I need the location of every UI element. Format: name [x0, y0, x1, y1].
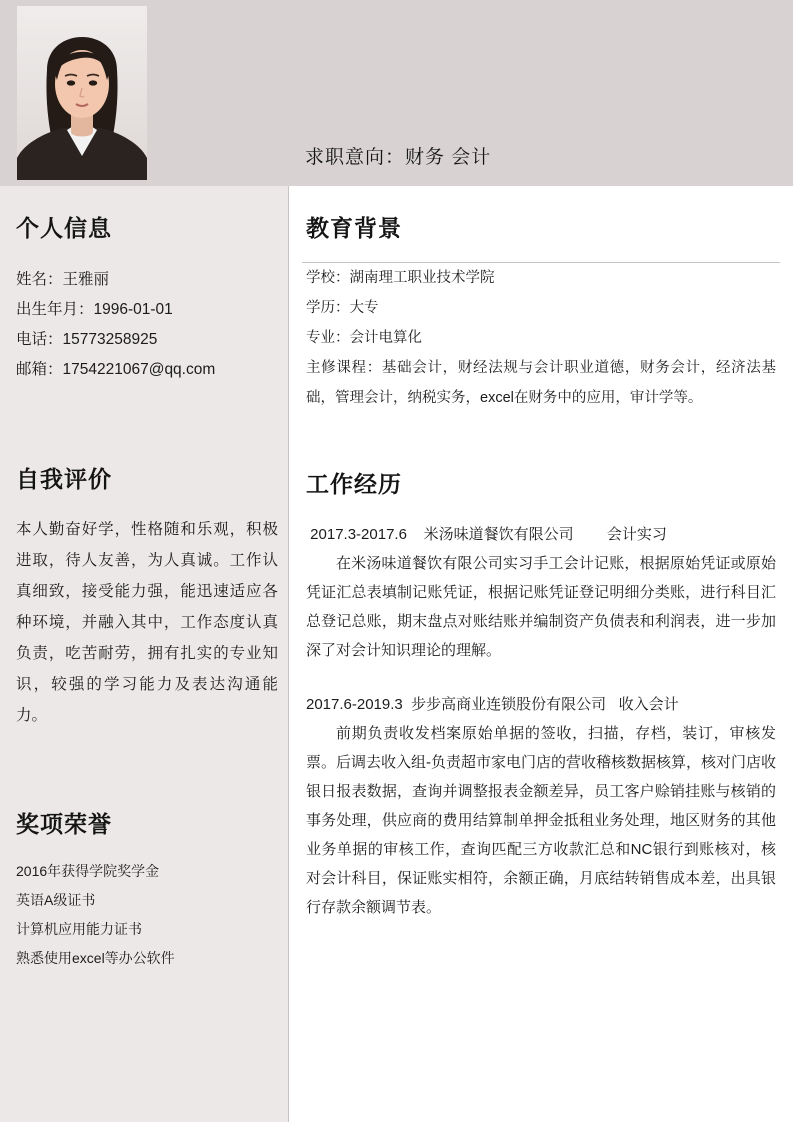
education-heading: 教育背景: [306, 215, 402, 241]
self-evaluation-text: 本人勤奋好学，性格随和乐观，积极进取，待人友善，为人真诚。工作认真细致，接受能力强，能迅速适应各种环境，并融入其中，工作态度认真负责，吃苦耐劳，拥有扎实的专业知识，较强的学习能力及表达沟通能力。: [16, 521, 278, 724]
education-degree: 学历：大专: [306, 300, 379, 316]
job-objective: 求职意向：财务 会计: [305, 147, 492, 168]
work-item-description: 前期负责收发档案原始单据的签收，扫描，存档，装订，审核发票。后调去收入组-负责超市家电门店的营收稽核数据核算，核对门店收银日报表数据，查询并调整报表金额差异，员工客户赊销挂账与核销的事务处理，供应商的费用结算制单押金抵租业务处理，地区财务的其他业务单据的审核工作，查询匹配三方收款汇总和NC银行到账核对，核对会计科目，保证账实相符，余额正确，月底结转销售成本差，出具银行存款余额调节表。: [306, 725, 776, 916]
work-item-description: 在米汤味道餐饮有限公司实习手工会计记账，根据原始凭证或原始凭证汇总表填制记账凭证，根据记账凭证登记明细分类账，进行科目汇总登记总账，期末盘点对账结账并编制资产负债表和利润表，进一步加深了对会计知识理论的理解。: [306, 555, 776, 659]
awards-heading: 奖项荣誉: [16, 811, 112, 837]
right-column-content: [288, 186, 793, 1122]
avatar: [17, 6, 147, 180]
education-courses: 主修课程：基础会计，财经法规与会计职业道德，财务会计，经济法基础，管理会计，纳税实务，excel在财务中的应用，审计学等。: [306, 360, 776, 406]
list-item: 计算机应用能力证书: [16, 921, 142, 937]
list-item: 2016年获得学院奖学金: [16, 863, 160, 879]
work-item-header: 2017.6-2019.3 步步高商业连锁股份有限公司 收入会计: [306, 696, 679, 713]
list-item: 英语A级证书: [16, 892, 96, 908]
section-work-experience: [306, 466, 776, 922]
work-experience-heading: 工作经历: [306, 471, 402, 497]
personal-info-email: 邮箱：1754221067@qq.com: [16, 361, 216, 378]
personal-info-name: 姓名：王雅丽: [16, 271, 110, 288]
section-personal-info: [16, 210, 278, 385]
self-evaluation-heading: 自我评价: [16, 466, 112, 492]
education-major: 专业：会计电算化: [306, 330, 422, 346]
work-item: [306, 691, 776, 922]
work-item-header: 2017.3-2017.6 米汤味道餐饮有限公司 会计实习: [306, 526, 667, 543]
section-education: [306, 210, 776, 413]
section-awards: [16, 806, 278, 973]
education-school: 学校：湖南理工职业技术学院: [306, 270, 495, 286]
personal-info-birth: 出生年月：1996-01-01: [16, 301, 173, 318]
personal-info-heading: 个人信息: [16, 215, 112, 241]
awards-list: [16, 857, 278, 973]
portrait-icon: [17, 6, 147, 180]
list-item: 熟悉使用excel等办公软件: [16, 950, 175, 966]
section-separator: [302, 262, 780, 263]
section-self-evaluation: [16, 461, 278, 731]
personal-info-phone: 电话：15773258925: [16, 331, 158, 348]
personal-info-list: [16, 265, 278, 385]
work-item: [306, 521, 776, 665]
left-column-content: [0, 186, 288, 1122]
education-details: [306, 263, 776, 413]
